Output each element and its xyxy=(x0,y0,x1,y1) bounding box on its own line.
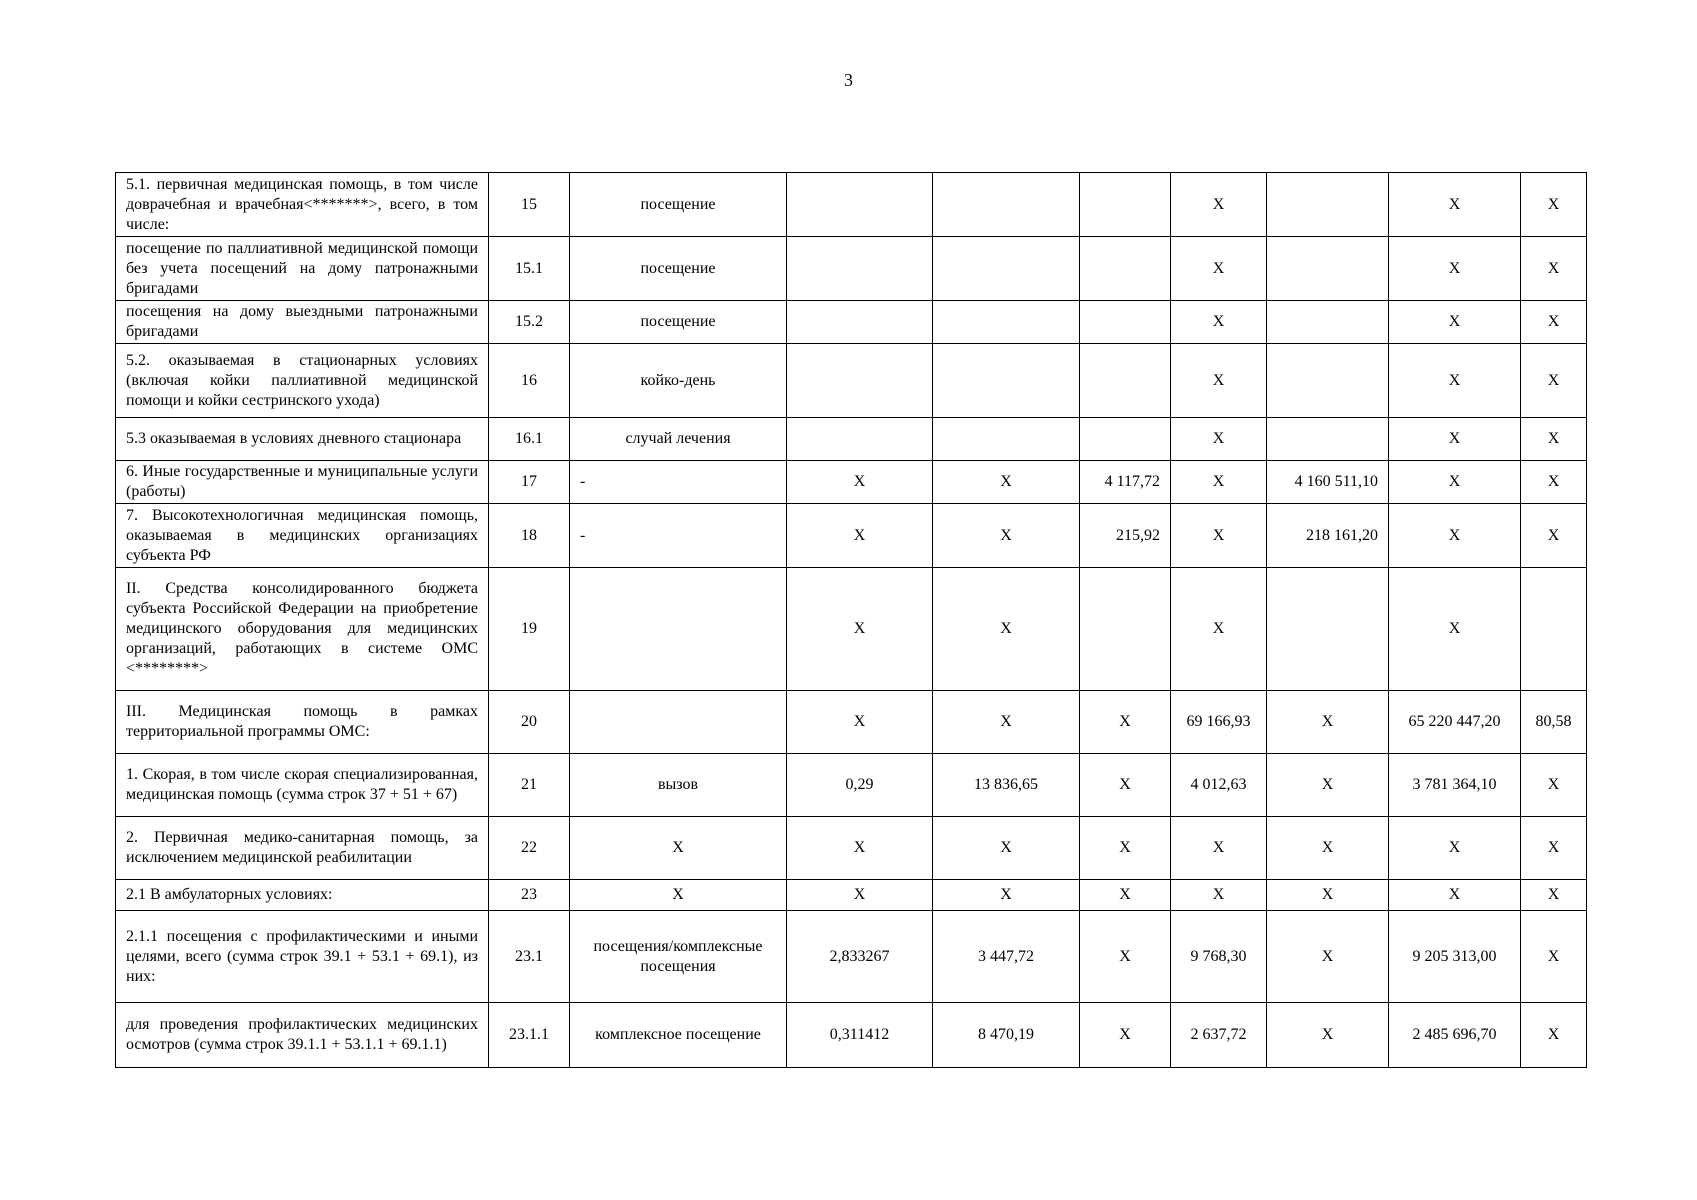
row-cell: Х xyxy=(1389,301,1521,344)
table-row xyxy=(116,817,1587,880)
row-cell: Х xyxy=(1389,418,1521,461)
row-cell: 3 447,72 xyxy=(933,911,1080,1003)
row-cell: 2,833267 xyxy=(787,911,933,1003)
table-row xyxy=(116,691,1587,754)
row-unit xyxy=(570,568,787,691)
table-row xyxy=(116,461,1587,504)
row-description: посещение по паллиативной медицинской помощи без учета посещений на дому патронажными бригадами xyxy=(116,237,489,301)
row-unit xyxy=(570,691,787,754)
row-cell: Х xyxy=(933,461,1080,504)
row-cell: Х xyxy=(787,817,933,880)
row-cell: 65 220 447,20 xyxy=(1389,691,1521,754)
row-line-number: 18 xyxy=(489,504,570,568)
row-cell: Х xyxy=(933,568,1080,691)
row-cell: Х xyxy=(1521,237,1587,301)
row-cell xyxy=(1267,418,1389,461)
row-unit: - xyxy=(570,504,787,568)
row-cell xyxy=(1267,237,1389,301)
row-line-number: 15.1 xyxy=(489,237,570,301)
row-cell xyxy=(787,418,933,461)
row-description: 5.2. оказываемая в стационарных условиях (включая койки паллиативной медицинской помощи и койки сестринского ухода) xyxy=(116,344,489,418)
row-cell: Х xyxy=(1521,173,1587,237)
row-cell: Х xyxy=(1171,418,1267,461)
row-description: 1. Скорая, в том числе скорая специализированная, медицинская помощь (сумма строк 37 + 51 + 67) xyxy=(116,754,489,817)
row-cell xyxy=(1267,173,1389,237)
row-cell xyxy=(1080,173,1171,237)
row-cell: Х xyxy=(787,461,933,504)
row-line-number: 22 xyxy=(489,817,570,880)
row-unit: Х xyxy=(570,817,787,880)
row-cell: Х xyxy=(1521,911,1587,1003)
row-cell: 3 781 364,10 xyxy=(1389,754,1521,817)
row-cell xyxy=(933,418,1080,461)
row-cell: 80,58 xyxy=(1521,691,1587,754)
row-description: 2. Первичная медико-санитарная помощь, за исключением медицинской реабилитации xyxy=(116,817,489,880)
row-cell: Х xyxy=(1171,237,1267,301)
row-cell: 0,29 xyxy=(787,754,933,817)
row-description: для проведения профилактических медицинских осмотров (сумма строк 39.1.1 + 53.1.1 + 69.1.1) xyxy=(116,1003,489,1068)
table-row xyxy=(116,418,1587,461)
row-cell xyxy=(1080,568,1171,691)
row-cell xyxy=(1267,568,1389,691)
row-cell: Х xyxy=(1389,880,1521,911)
row-cell: Х xyxy=(1171,173,1267,237)
row-cell: Х xyxy=(1521,754,1587,817)
row-cell: Х xyxy=(1267,817,1389,880)
row-cell: Х xyxy=(1521,880,1587,911)
row-cell: Х xyxy=(1389,461,1521,504)
row-cell xyxy=(787,173,933,237)
row-cell: Х xyxy=(1521,817,1587,880)
row-cell: 218 161,20 xyxy=(1267,504,1389,568)
row-cell: Х xyxy=(933,504,1080,568)
row-description: 7. Высокотехнологичная медицинская помощь, оказываемая в медицинских организациях субъекта РФ xyxy=(116,504,489,568)
row-cell: Х xyxy=(933,691,1080,754)
row-cell xyxy=(787,344,933,418)
row-cell: Х xyxy=(933,817,1080,880)
row-cell: 4 012,63 xyxy=(1171,754,1267,817)
row-description: 2.1.1 посещения с профилактическими и иными целями, всего (сумма строк 39.1 + 53.1 + 69.1), из них: xyxy=(116,911,489,1003)
row-description: 5.1. первичная медицинская помощь, в том числе доврачебная и врачебная<*******>, всего, в том числе: xyxy=(116,173,489,237)
row-unit: койко-день xyxy=(570,344,787,418)
row-description: 5.3 оказываемая в условиях дневного стационара xyxy=(116,418,489,461)
row-cell: 0,311412 xyxy=(787,1003,933,1068)
row-unit: посещение xyxy=(570,237,787,301)
row-cell: 9 768,30 xyxy=(1171,911,1267,1003)
row-unit: Х xyxy=(570,880,787,911)
table-row xyxy=(116,754,1587,817)
row-cell xyxy=(787,237,933,301)
row-cell: 8 470,19 xyxy=(933,1003,1080,1068)
row-cell: Х xyxy=(1521,418,1587,461)
row-cell: Х xyxy=(1267,1003,1389,1068)
row-cell: Х xyxy=(1080,817,1171,880)
row-cell: 2 637,72 xyxy=(1171,1003,1267,1068)
row-cell xyxy=(933,237,1080,301)
row-cell: Х xyxy=(787,504,933,568)
row-cell xyxy=(787,301,933,344)
page-number: 3 xyxy=(844,70,853,90)
table-row xyxy=(116,1003,1587,1068)
row-cell: Х xyxy=(1080,691,1171,754)
table-row xyxy=(116,173,1587,237)
row-unit: посещение xyxy=(570,301,787,344)
row-description: II. Средства консолидированного бюджета субъекта Российской Федерации на приобретение медицинского оборудования для медицинских организаций, работающих в системе ОМС <********> xyxy=(116,568,489,691)
row-cell xyxy=(933,173,1080,237)
row-cell: Х xyxy=(787,568,933,691)
row-cell: Х xyxy=(1267,691,1389,754)
row-cell: 13 836,65 xyxy=(933,754,1080,817)
row-description: посещения на дому выездными патронажными бригадами xyxy=(116,301,489,344)
row-unit: - xyxy=(570,461,787,504)
table-row xyxy=(116,504,1587,568)
row-cell xyxy=(1080,344,1171,418)
row-line-number: 16 xyxy=(489,344,570,418)
row-line-number: 21 xyxy=(489,754,570,817)
table-row xyxy=(116,301,1587,344)
table-row xyxy=(116,344,1587,418)
row-cell: Х xyxy=(1389,504,1521,568)
row-line-number: 23.1.1 xyxy=(489,1003,570,1068)
row-cell: Х xyxy=(1521,504,1587,568)
row-line-number: 23.1 xyxy=(489,911,570,1003)
row-cell: Х xyxy=(1389,568,1521,691)
row-cell: Х xyxy=(1171,568,1267,691)
row-line-number: 19 xyxy=(489,568,570,691)
row-cell: Х xyxy=(1521,461,1587,504)
row-cell: Х xyxy=(1171,301,1267,344)
row-cell: 69 166,93 xyxy=(1171,691,1267,754)
row-line-number: 15 xyxy=(489,173,570,237)
row-description: 6. Иные государственные и муниципальные услуги (работы) xyxy=(116,461,489,504)
row-unit: комплексное посещение xyxy=(570,1003,787,1068)
row-cell: Х xyxy=(1171,461,1267,504)
row-cell: Х xyxy=(1521,1003,1587,1068)
row-cell: Х xyxy=(1080,754,1171,817)
row-cell: Х xyxy=(1171,817,1267,880)
row-cell: 4 117,72 xyxy=(1080,461,1171,504)
row-cell: Х xyxy=(1267,880,1389,911)
table-row xyxy=(116,911,1587,1003)
row-cell xyxy=(933,301,1080,344)
row-cell: Х xyxy=(787,691,933,754)
row-cell: 2 485 696,70 xyxy=(1389,1003,1521,1068)
row-cell: Х xyxy=(1171,880,1267,911)
row-cell: Х xyxy=(1171,344,1267,418)
row-cell: Х xyxy=(1080,1003,1171,1068)
row-unit: посещение xyxy=(570,173,787,237)
row-cell: Х xyxy=(933,880,1080,911)
row-cell: Х xyxy=(1080,911,1171,1003)
row-cell: Х xyxy=(1389,237,1521,301)
row-cell: Х xyxy=(1389,817,1521,880)
row-cell xyxy=(1080,418,1171,461)
row-line-number: 15.2 xyxy=(489,301,570,344)
row-unit: вызов xyxy=(570,754,787,817)
row-unit: случай лечения xyxy=(570,418,787,461)
row-cell: Х xyxy=(1171,504,1267,568)
row-line-number: 23 xyxy=(489,880,570,911)
row-cell xyxy=(1080,301,1171,344)
table-row xyxy=(116,568,1587,691)
row-line-number: 16.1 xyxy=(489,418,570,461)
row-cell: Х xyxy=(1267,911,1389,1003)
row-cell: Х xyxy=(1521,344,1587,418)
row-description: 2.1 В амбулаторных условиях: xyxy=(116,880,489,911)
financing-table xyxy=(115,172,1587,1068)
row-cell xyxy=(1080,237,1171,301)
row-cell: Х xyxy=(787,880,933,911)
row-cell xyxy=(1521,568,1587,691)
row-cell: Х xyxy=(1080,880,1171,911)
row-line-number: 17 xyxy=(489,461,570,504)
table-row xyxy=(116,880,1587,911)
row-line-number: 20 xyxy=(489,691,570,754)
row-cell: Х xyxy=(1389,173,1521,237)
row-unit: посещения/комплексные посещения xyxy=(570,911,787,1003)
row-cell xyxy=(1267,344,1389,418)
row-cell: Х xyxy=(1521,301,1587,344)
row-cell xyxy=(1267,301,1389,344)
row-description: III. Медицинская помощь в рамках территориальной программы ОМС: xyxy=(116,691,489,754)
table-row xyxy=(116,237,1587,301)
row-cell: 4 160 511,10 xyxy=(1267,461,1389,504)
row-cell: 215,92 xyxy=(1080,504,1171,568)
row-cell: 9 205 313,00 xyxy=(1389,911,1521,1003)
row-cell: Х xyxy=(1267,754,1389,817)
row-cell: Х xyxy=(1389,344,1521,418)
row-cell xyxy=(933,344,1080,418)
